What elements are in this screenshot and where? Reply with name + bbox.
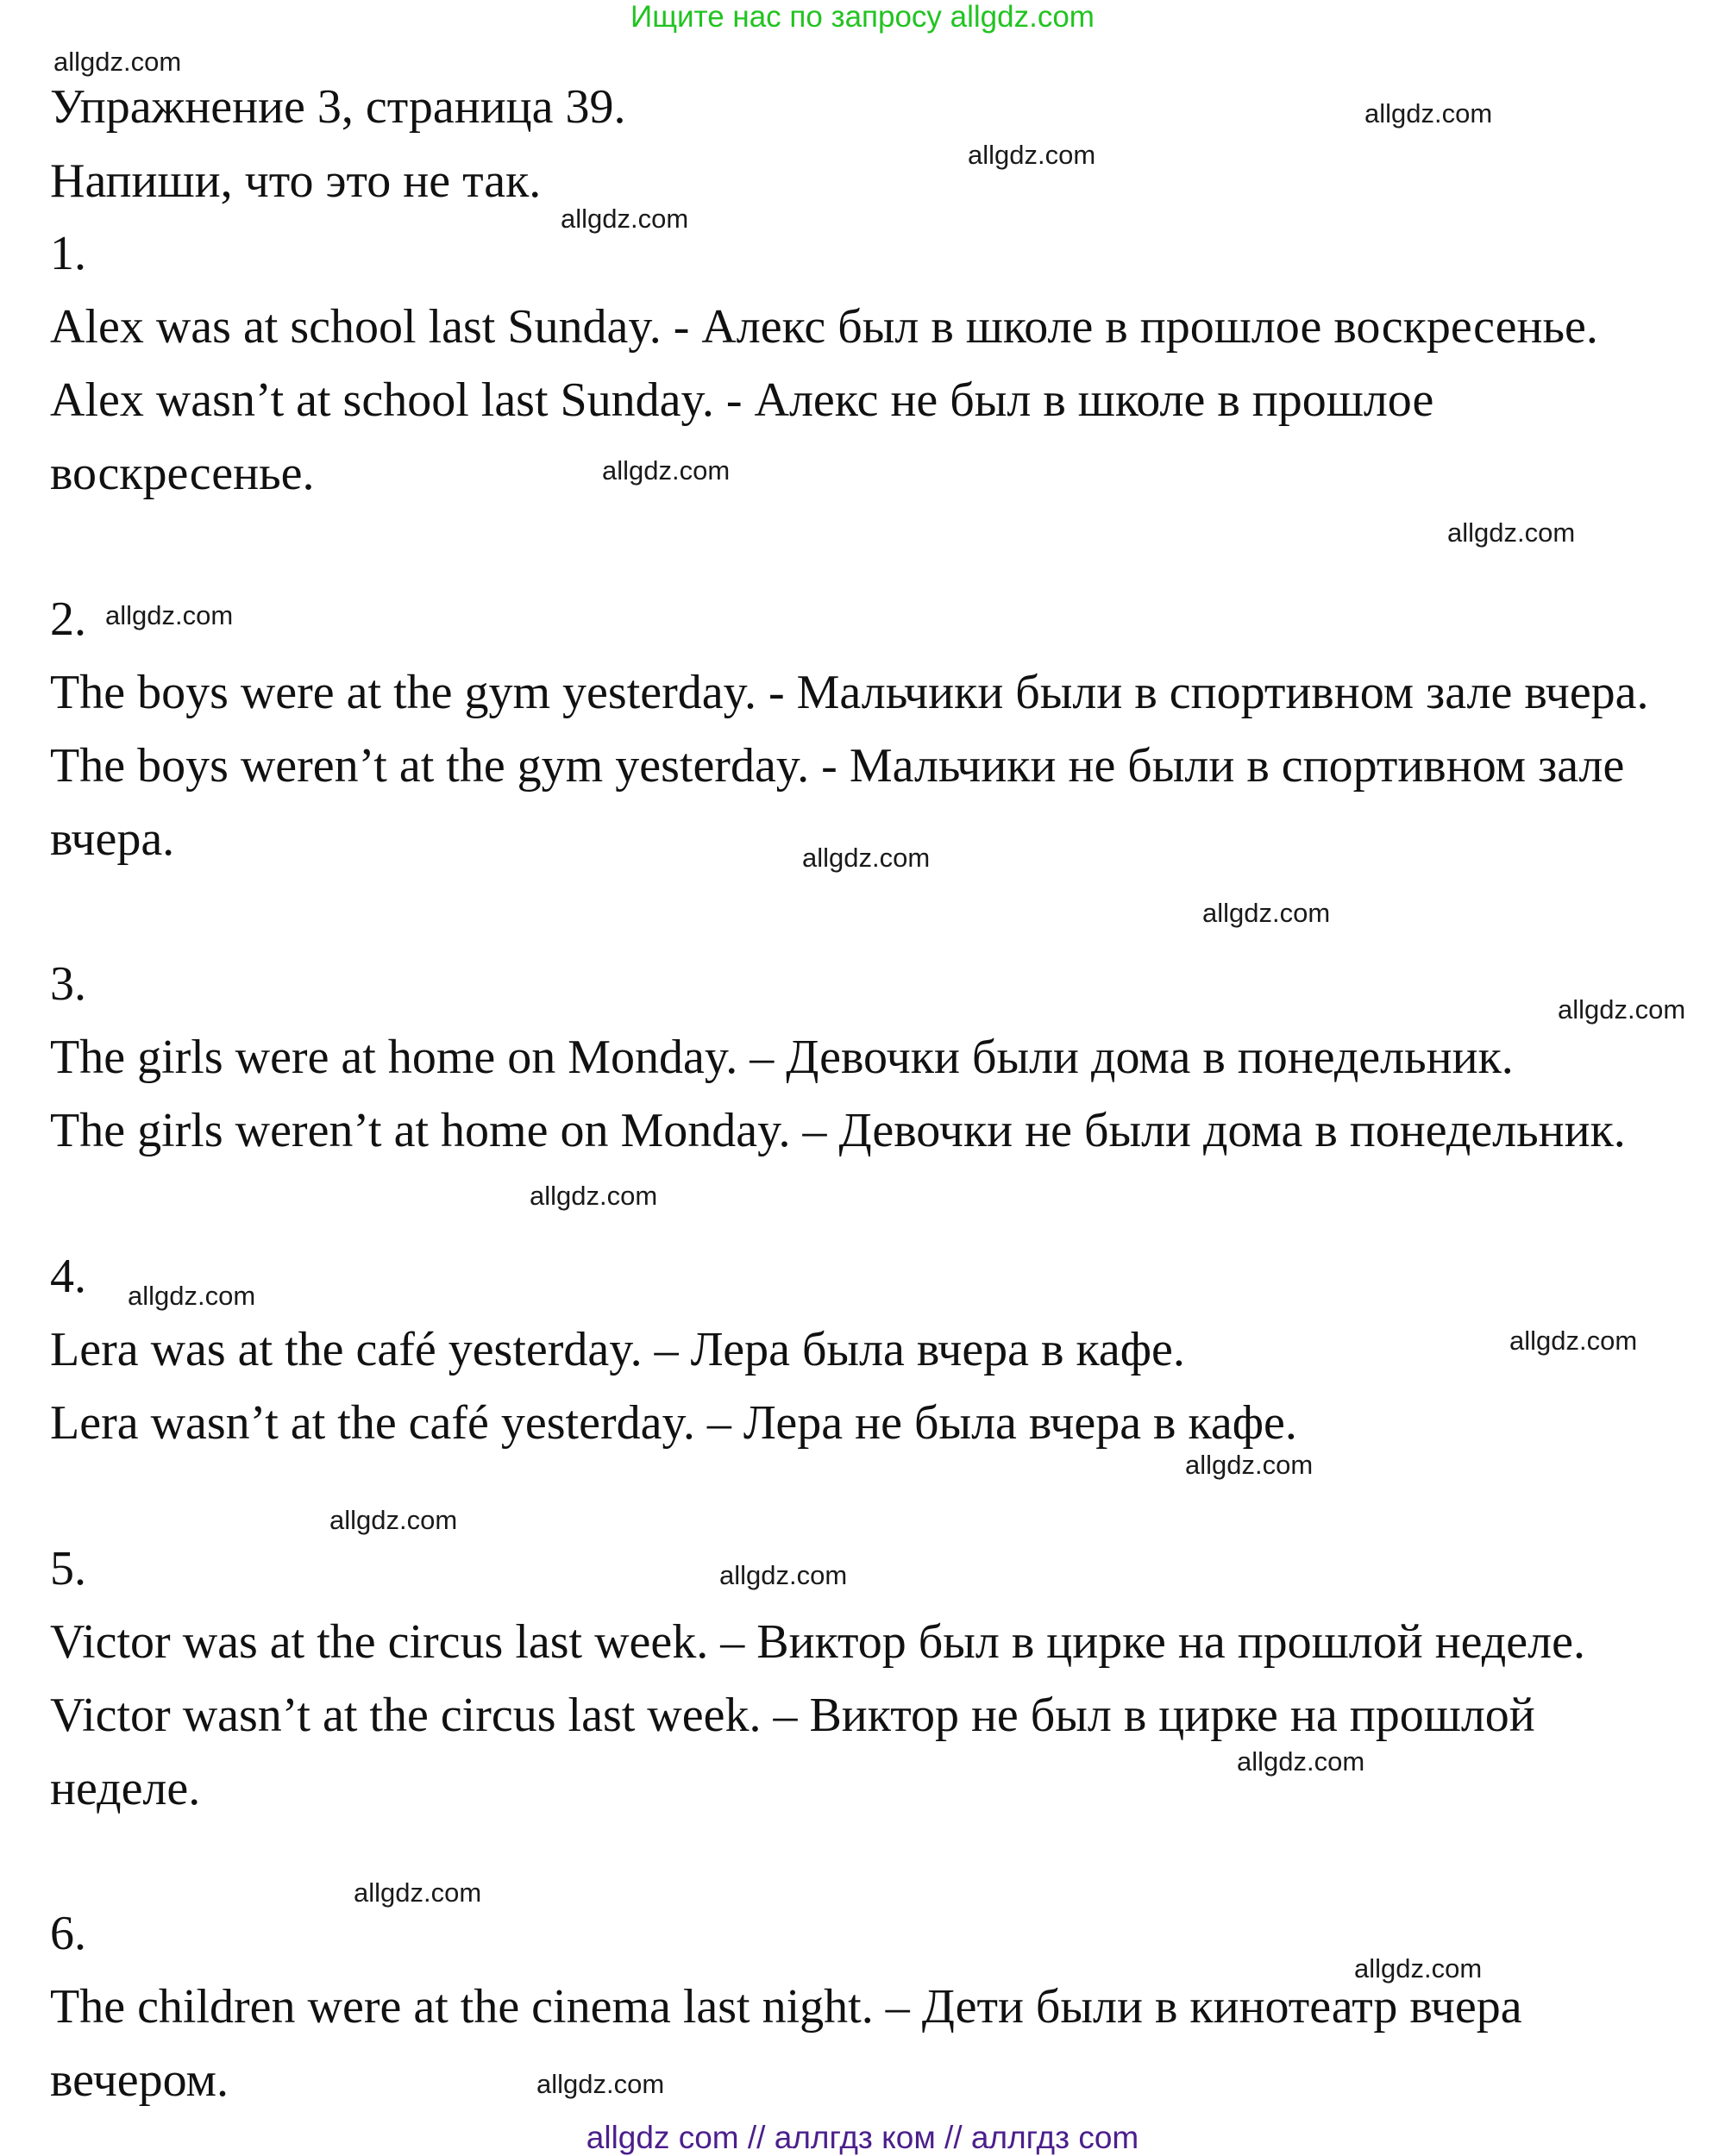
item-2-line-3: вчера. xyxy=(50,812,175,866)
item-5-line-1: Victor was at the circus last week. – Виктор был в цирке на прошлой неделе. xyxy=(50,1615,1585,1669)
item-5-line-2: Victor wasn’t at the circus last week. – Виктор не был в цирке на прошлой xyxy=(50,1689,1535,1742)
item-5-line-3: неделе. xyxy=(50,1762,201,1815)
top-banner: Ищите нас по запросу allgdz.com xyxy=(630,0,1095,34)
watermark: allgdz.com xyxy=(329,1505,458,1535)
item-2-number: 2. xyxy=(50,592,86,646)
watermark: allgdz.com xyxy=(128,1281,256,1311)
item-3-line-1: The girls were at home on Monday. – Девочки были дома в понедельник. xyxy=(50,1031,1514,1084)
item-1-line-3: воскресенье. xyxy=(50,447,315,500)
watermark: allgdz.com xyxy=(536,2069,665,2099)
item-6-line-2: вечером. xyxy=(50,2053,229,2107)
item-3-number: 3. xyxy=(50,957,86,1011)
watermark: allgdz.com xyxy=(530,1181,658,1211)
watermark: allgdz.com xyxy=(53,47,182,77)
watermark: allgdz.com xyxy=(1364,98,1493,128)
item-2-line-2: The boys weren’t at the gym yesterday. - Мальчики не были в спортивном зале xyxy=(50,739,1625,793)
watermark: allgdz.com xyxy=(105,600,234,630)
watermark: allgdz.com xyxy=(1509,1326,1638,1356)
watermark: allgdz.com xyxy=(802,843,931,873)
watermark: allgdz.com xyxy=(1185,1450,1314,1480)
item-6-number: 6. xyxy=(50,1907,86,1960)
exercise-instruction: Напиши, что это не так. xyxy=(50,154,542,208)
watermark: allgdz.com xyxy=(1354,1953,1483,1984)
watermark: allgdz.com xyxy=(1202,898,1331,928)
item-6-line-1: The children were at the cinema last night. – Дети были в кинотеатр вчера xyxy=(50,1980,1522,2034)
item-4-line-1: Lera was at the café yesterday. – Лера была вчера в кафе. xyxy=(50,1323,1185,1376)
exercise-title: Упражнение 3, страница 39. xyxy=(50,80,626,134)
watermark: allgdz.com xyxy=(602,455,731,486)
watermark: allgdz.com xyxy=(719,1560,848,1590)
item-5-number: 5. xyxy=(50,1542,86,1595)
item-1-line-2: Alex wasn’t at school last Sunday. - Алекс не был в школе в прошлое xyxy=(50,373,1434,427)
watermark: allgdz.com xyxy=(1558,994,1686,1025)
watermark: allgdz.com xyxy=(354,1877,482,1908)
item-4-number: 4. xyxy=(50,1250,86,1303)
item-4-line-2: Lera wasn’t at the café yesterday. – Лера не была вчера в кафе. xyxy=(50,1396,1297,1450)
item-3-line-2: The girls weren’t at home on Monday. – Девочки не были дома в понедельник. xyxy=(50,1104,1626,1157)
item-1-number: 1. xyxy=(50,227,86,280)
watermark: allgdz.com xyxy=(1447,517,1576,548)
item-2-line-1: The boys were at the gym yesterday. - Мальчики были в спортивном зале вчера. xyxy=(50,666,1649,719)
item-1-line-1: Alex was at school last Sunday. - Алекс был в школе в прошлое воскресенье. xyxy=(50,300,1598,354)
watermark: allgdz.com xyxy=(561,204,689,234)
watermark: allgdz.com xyxy=(968,140,1096,170)
watermark: allgdz.com xyxy=(1237,1746,1365,1777)
bottom-banner: allgdz com // аллгдз ком // аллгдз com xyxy=(586,2120,1139,2155)
